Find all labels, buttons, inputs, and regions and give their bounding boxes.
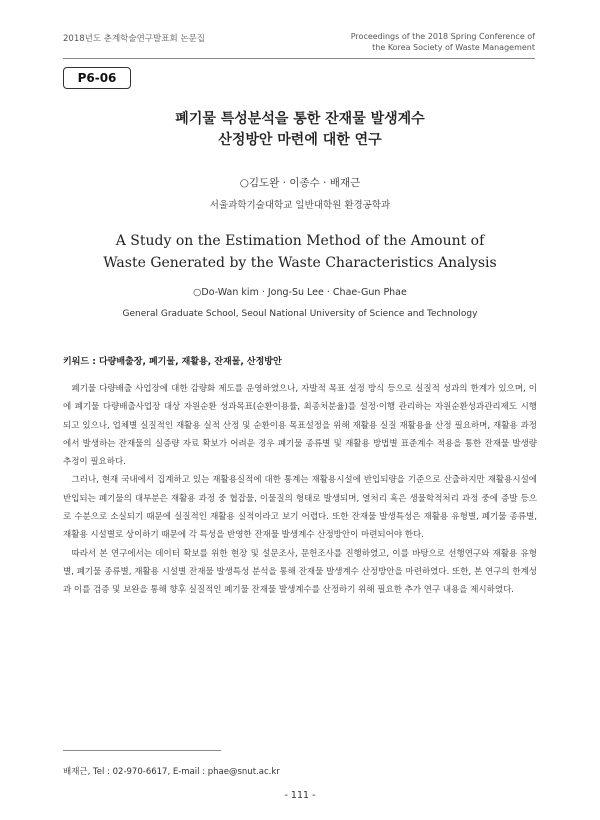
- keywords-label: 키워드 :: [63, 357, 96, 367]
- english-title: [60, 230, 540, 274]
- keywords: [63, 354, 540, 367]
- running-header-right-line2: the Korea Society of Waste Management: [372, 43, 535, 52]
- english-title-line1: A Study on the Estimation Method of the Amount of: [115, 233, 485, 249]
- body-paragraph-3: 따라서 본 연구에서는 데이터 확보를 위한 현장 및 설문조사, 문헌조사를 진행하였고, 이를 바탕으로 선행연구와 재활용 유형별, 폐기물 종류별, 재활용 시설별 잔재물 발생특성 분석을 통해 잔재물 발생계수 산정방안을 마련하였다. 또한, 본 연구의 한계성과 이를 검증 및 보완을 통해 향후 실질적인 폐기물 잔재물 발생계수를 산정하기 위해 필요한 추가 연구 내용을 제시하였다.: [63, 548, 537, 596]
- running-header-right-line1: Proceedings of the 2018 Spring Conference of: [350, 32, 535, 41]
- keywords-text: 다량배출장, 폐기물, 재활용, 잔재물, 산정방안: [98, 357, 282, 367]
- running-header-left: 2018년도 춘계학술연구발표회 논문집: [63, 34, 205, 44]
- body-paragraph-2: 그러나, 현재 국내에서 집계하고 있는 재활용실적에 대한 통계는 재활용시설에 반입되량을 기준으로 산출하지만 재활용시설에 반입되는 폐기물의 대부분은 재활용 과정 중 협잡물, 이물질의 형태로 발생되며, 열처리 혹은 생물학적처리 과정 중에 증발 등으로 수분으로 소실되기 때문에 실질적인 재활용 실적이라고 보기 어렵다. 또한 잔재물 발생특성은 재활용 유형별, 폐기물 종류별, 재활용 시설별로 상이하기 때문에 각 특성을 반영한 잔재물 발생계수 산정방안이 마련되어야 한다.: [63, 475, 537, 541]
- korean-affiliation: 서울과학기술대학교 일반대학원 환경공학과: [209, 200, 391, 211]
- english-title-line2: Waste Generated by the Waste Characteristics Analysis: [103, 255, 497, 271]
- running-header-right: [305, 31, 535, 53]
- paper-id-badge: P6-06: [63, 67, 131, 89]
- english-affiliation: General Graduate School, Seoul National University of Science and Technology: [122, 309, 478, 319]
- footnote-divider: [63, 750, 221, 751]
- korean-title-line1: 폐기물 특성분석을 통한 잔재물 발생계수: [175, 111, 425, 127]
- abstract-body: [63, 380, 537, 600]
- korean-authors: ○김도완 · 이종수 · 배재근: [239, 177, 361, 189]
- corresponding-author-footnote: 배재근, Tel : 02-970-6617, E-mail : phae@snut.ac.kr: [63, 767, 280, 777]
- english-authors: ○Do-Wan kim · Jong-Su Lee · Chae-Gun Phae: [193, 287, 407, 298]
- korean-title: [60, 109, 540, 151]
- korean-title-line2: 산정방안 마련에 대한 연구: [218, 132, 382, 148]
- page-number: - 111 -: [284, 790, 316, 801]
- header-divider: [63, 58, 535, 59]
- body-paragraph-1: 폐기물 다량배출 사업장에 대한 감량화 제도를 운영하였으나, 자발적 목표 설정 방식 등으로 실질적 성과의 한계가 있으며, 이에 폐기물 다량배출사업장 대상 자원순환 성과목표(순환이용률, 최종처분율)를 설정·이행 관리하는 자원순환성과관리제도 시행되고 있으나, 업체별 실질적인 재활용 실적 산정 및 순환이용 목표설정을 위해 재활용 실질 재활용율 산정 필요하며, 재활용 과정에서 발생하는 잔재물의 실증량 자료 확보가 어려운 경우 폐기물 종류별 및 재활용 방법별 표준계수 적용을 통한 잔재물 발생량 추정이 필요하다.: [63, 384, 537, 468]
